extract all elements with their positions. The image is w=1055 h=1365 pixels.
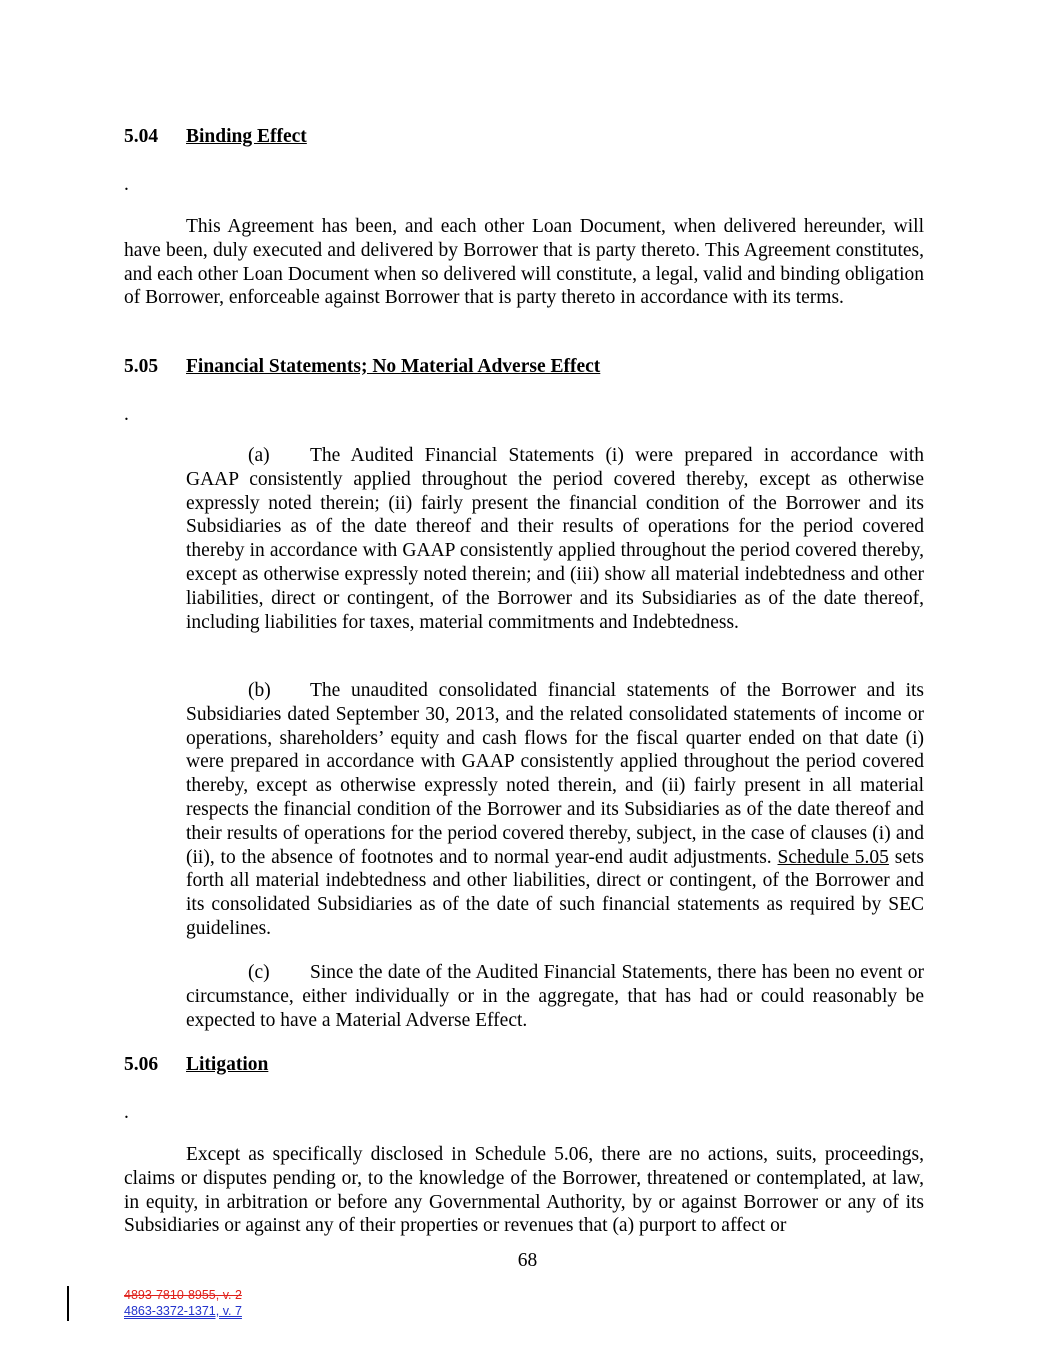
section-number: 5.05 [124, 356, 159, 377]
document-id-footer [124, 1287, 242, 1319]
section-title: Binding Effect [186, 126, 307, 147]
section-dot: . [124, 174, 129, 195]
section-paragraph: This Agreement has been, and each other Loan Document, when delivered hereunder, will have been, duly executed and delivered by Borrower that is party thereto. This Agreement constitutes, and each other Loan Document when so delivered will constitute, a legal, valid and binding obligation of Borrower, enforceable against Borrower that is party thereto in accordance with its terms. [124, 216, 924, 309]
subsection-text: Since the date of the Audited Financial Statements, there has been no event or circumstance, either individually or in the aggregate, that has had or could reasonably be expected to have a Material Adverse Effect. [186, 962, 924, 1031]
inserted-document-id: 4863-3372-1371, v. 7 [124, 1304, 242, 1318]
subsection-text: The unaudited consolidated financial statements of the Borrower and its Subsidiaries dated September 30, 2013, and the related consolidated statements of income or operations, shareholders’ equity and cash flows for the fiscal quarter ended on that date (i) were prepared in accordance with GAAP consistently applied throughout the period covered thereby, except as otherwise expressly noted therein, and (ii) fairly present in all material respects the financial condition of the Borrower and its Subsidiaries as of the date thereof and their results of operations for the period covered thereby, subject, in the case of clauses (i) and (ii), to the absence of footnotes and to normal year-end audit adjustments. [186, 680, 924, 868]
subsection-c [186, 961, 924, 1032]
section-heading-5-04 [124, 125, 307, 149]
subsection-text-continued: sets forth all material indebtedness and other liabilities, direct or contingent, of the Borrower and its consolidated Subsidiaries as of the date of such financial statements as required by SEC guidelines. [186, 846, 925, 939]
section-title: Litigation [186, 1054, 269, 1075]
subsection-label: (a) [248, 445, 270, 466]
change-bar [67, 1286, 69, 1321]
page-number: 68 [517, 1250, 538, 1271]
section-number: 5.06 [124, 1054, 159, 1075]
subsection-text: The Audited Financial Statements (i) were prepared in accordance with GAAP consistently applied throughout the period covered thereby, except as otherwise expressly noted therein; (ii) fairly present the financial condition of the Borrower and its Subsidiaries as of the date thereof and their results of operations for the period covered thereby in accordance with GAAP consistently applied throughout the period covered thereby, except as otherwise expressly noted therein; and (iii) show all material indebtedness and other liabilities, direct or contingent, of the Borrower and its Subsidiaries as of the date thereof, including liabilities for taxes, material commitments and Indebtedness. [186, 445, 924, 633]
section-dot: . [124, 1102, 129, 1123]
schedule-reference: Schedule 5.05 [777, 846, 889, 868]
subsection-b [186, 679, 924, 941]
subsection-a [186, 444, 924, 634]
section-number: 5.04 [124, 126, 159, 147]
section-heading-5-06 [124, 1053, 268, 1077]
section-paragraph: Except as specifically disclosed in Schedule 5.06, there are no actions, suits, proceedings, claims or disputes pending or, to the knowledge of the Borrower, threatened or contemplated, at law, in equity, in arbitration or before any Governmental Authority, by or against Borrower or any of its Subsidiaries or against any of their properties or revenues that (a) purport to affect or [124, 1144, 924, 1237]
subsection-label: (c) [248, 962, 270, 983]
subsection-label: (b) [248, 680, 271, 701]
section-title: Financial Statements; No Material Adverse Effect [186, 356, 601, 377]
section-dot: . [124, 404, 129, 425]
deleted-document-id: 4893-7810-8955, v. 2 [124, 1288, 242, 1302]
section-heading-5-05 [124, 355, 600, 379]
